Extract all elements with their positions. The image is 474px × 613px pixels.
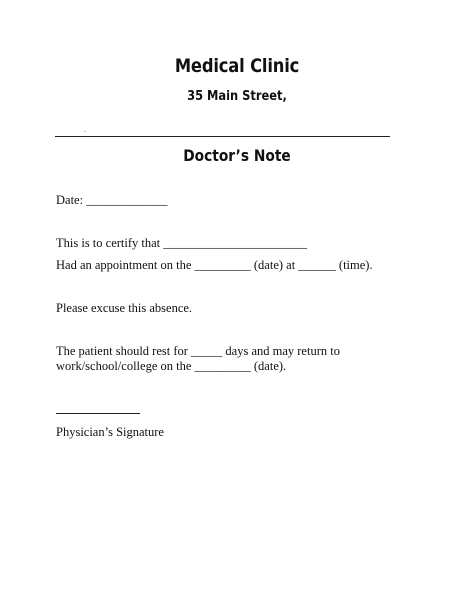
note-title: Doctor’s Note <box>183 146 291 165</box>
signature-line <box>56 413 140 414</box>
rest-line-1: The patient should rest for _____ days and may return to <box>56 344 340 358</box>
certify-line: This is to certify that _______________________ <box>56 236 308 250</box>
clinic-name: Medical Clinic <box>174 55 300 77</box>
excuse-line: Please excuse this absence. <box>56 301 193 315</box>
appointment-line: Had an appointment on the _________ (date) at ______ (time). <box>56 258 373 272</box>
rest-line-2: work/school/college on the _________ (date). <box>56 359 287 373</box>
signature-label: Physician’s Signature <box>56 425 164 439</box>
header-divider <box>55 136 390 137</box>
date-line: Date: _____________ <box>56 193 168 207</box>
small-mark: . <box>84 125 86 134</box>
clinic-address: 35 Main Street, <box>187 89 287 104</box>
